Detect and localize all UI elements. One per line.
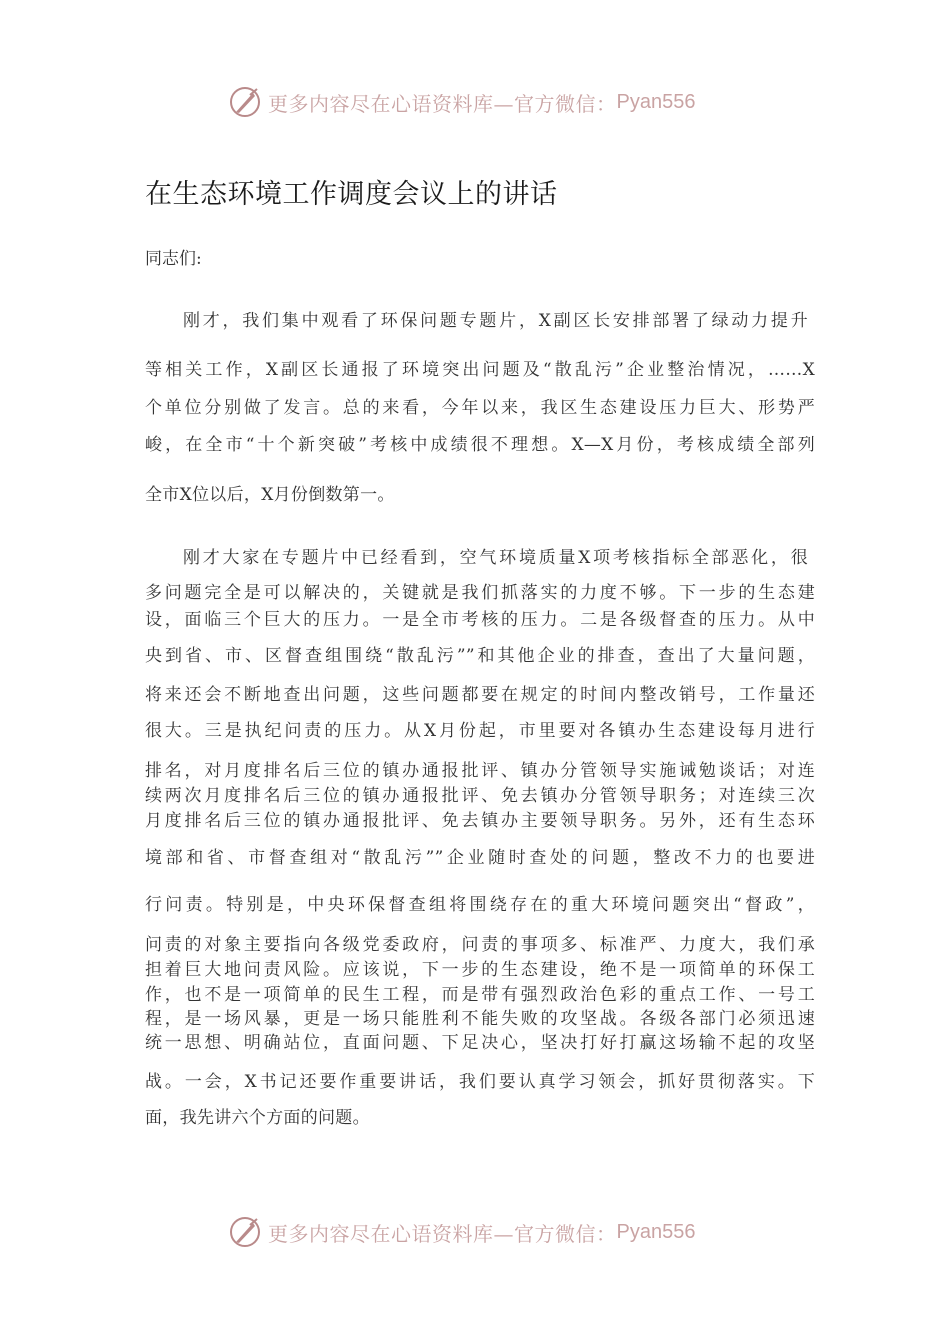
paragraph-line: 等相关工作，X副区长通报了环境突出问题及“散乱污”企业整治情况，……X <box>145 360 815 380</box>
paragraph-line: 月度排名后三位的镇办通报批评、免去镇办主要领导职务。另外，还有生态环 <box>145 811 815 831</box>
page-title: 在生态环境工作调度会议上的讲话 <box>145 179 558 210</box>
paragraph-line: 个单位分别做了发言。总的来看，今年以来，我区生态建设压力巨大、形势严 <box>145 398 815 418</box>
paragraph-line: 问责的对象主要指向各级党委政府，问责的事项多、标准严、力度大，我们承 <box>145 935 815 955</box>
paragraph-line: 很大。三是执纪问责的压力。从X月份起，市里要对各镇办生态建设每月进行 <box>145 721 815 741</box>
paragraph-line: 作，也不是一项简单的民生工程，而是带有强烈政治色彩的重点工作、一号工 <box>145 985 815 1005</box>
banner-wechat-id: Pyan556 <box>616 90 696 113</box>
footer-banner <box>228 1212 748 1252</box>
paragraph-line: 峻，在全市“十个新突破”考核中成绩很不理想。X—X月份，考核成绩全部列 <box>145 435 815 455</box>
paragraph-line: 刚才大家在专题片中已经看到，空气环境质量X项考核指标全部恶化，很 <box>183 548 808 568</box>
paragraph-line: 面，我先讲六个方面的问题。 <box>145 1108 370 1128</box>
paragraph-line: 担着巨大地问责风险。应该说，下一步的生态建设，绝不是一项简单的环保工 <box>145 960 815 980</box>
banner-text: 更多内容尽在心语资料库—官方微信： <box>268 91 617 116</box>
paragraph-line: 排名，对月度排名后三位的镇办通报批评、镇办分管领导实施诫勉谈话；对连 <box>145 761 815 781</box>
header-banner <box>228 82 748 122</box>
paragraph-line: 统一思想、明确站位，直面问题、下足决心，坚决打好打赢这场输不起的攻坚 <box>145 1033 815 1053</box>
quill-logo-icon <box>228 1215 262 1249</box>
paragraph-line: 行问责。特别是，中央环保督查组将围绕存在的重大环境问题突出“督政”， <box>145 895 815 915</box>
banner-wechat-id: Pyan556 <box>616 1220 696 1243</box>
paragraph-line: 全市X位以后，X月份倒数第一。 <box>145 485 395 505</box>
paragraph-line: 设，面临三个巨大的压力。一是全市考核的压力。二是各级督查的压力。从中 <box>145 610 815 630</box>
paragraph-line: 境部和省、市督查组对“散乱污””企业随时查处的问题，整改不力的也要进 <box>145 848 815 868</box>
paragraph-line: 续两次月度排名后三位的镇办通报批评、免去镇办分管领导职务；对连续三次 <box>145 786 815 806</box>
paragraph-line: 刚才，我们集中观看了环保问题专题片，X副区长安排部署了绿动力提升 <box>183 311 808 331</box>
paragraph-line: 多问题完全是可以解决的，关键就是我们抓落实的力度不够。下一步的生态建 <box>145 583 815 603</box>
quill-logo-icon <box>228 85 262 119</box>
paragraph-line: 战。一会，X书记还要作重要讲话，我们要认真学习领会，抓好贯彻落实。下 <box>145 1072 815 1092</box>
paragraph-line: 央到省、市、区督查组围绕“散乱污””和其他企业的排查，查出了大量问题， <box>145 646 815 666</box>
paragraph-line: 程，是一场风暴，更是一场只能胜利不能失败的攻坚战。各级各部门必须迅速 <box>145 1009 815 1029</box>
greeting: 同志们: <box>145 249 202 269</box>
paragraph-line: 将来还会不断地查出问题，这些问题都要在规定的时间内整改销号，工作量还 <box>145 685 815 705</box>
banner-text: 更多内容尽在心语资料库—官方微信： <box>268 1221 617 1246</box>
